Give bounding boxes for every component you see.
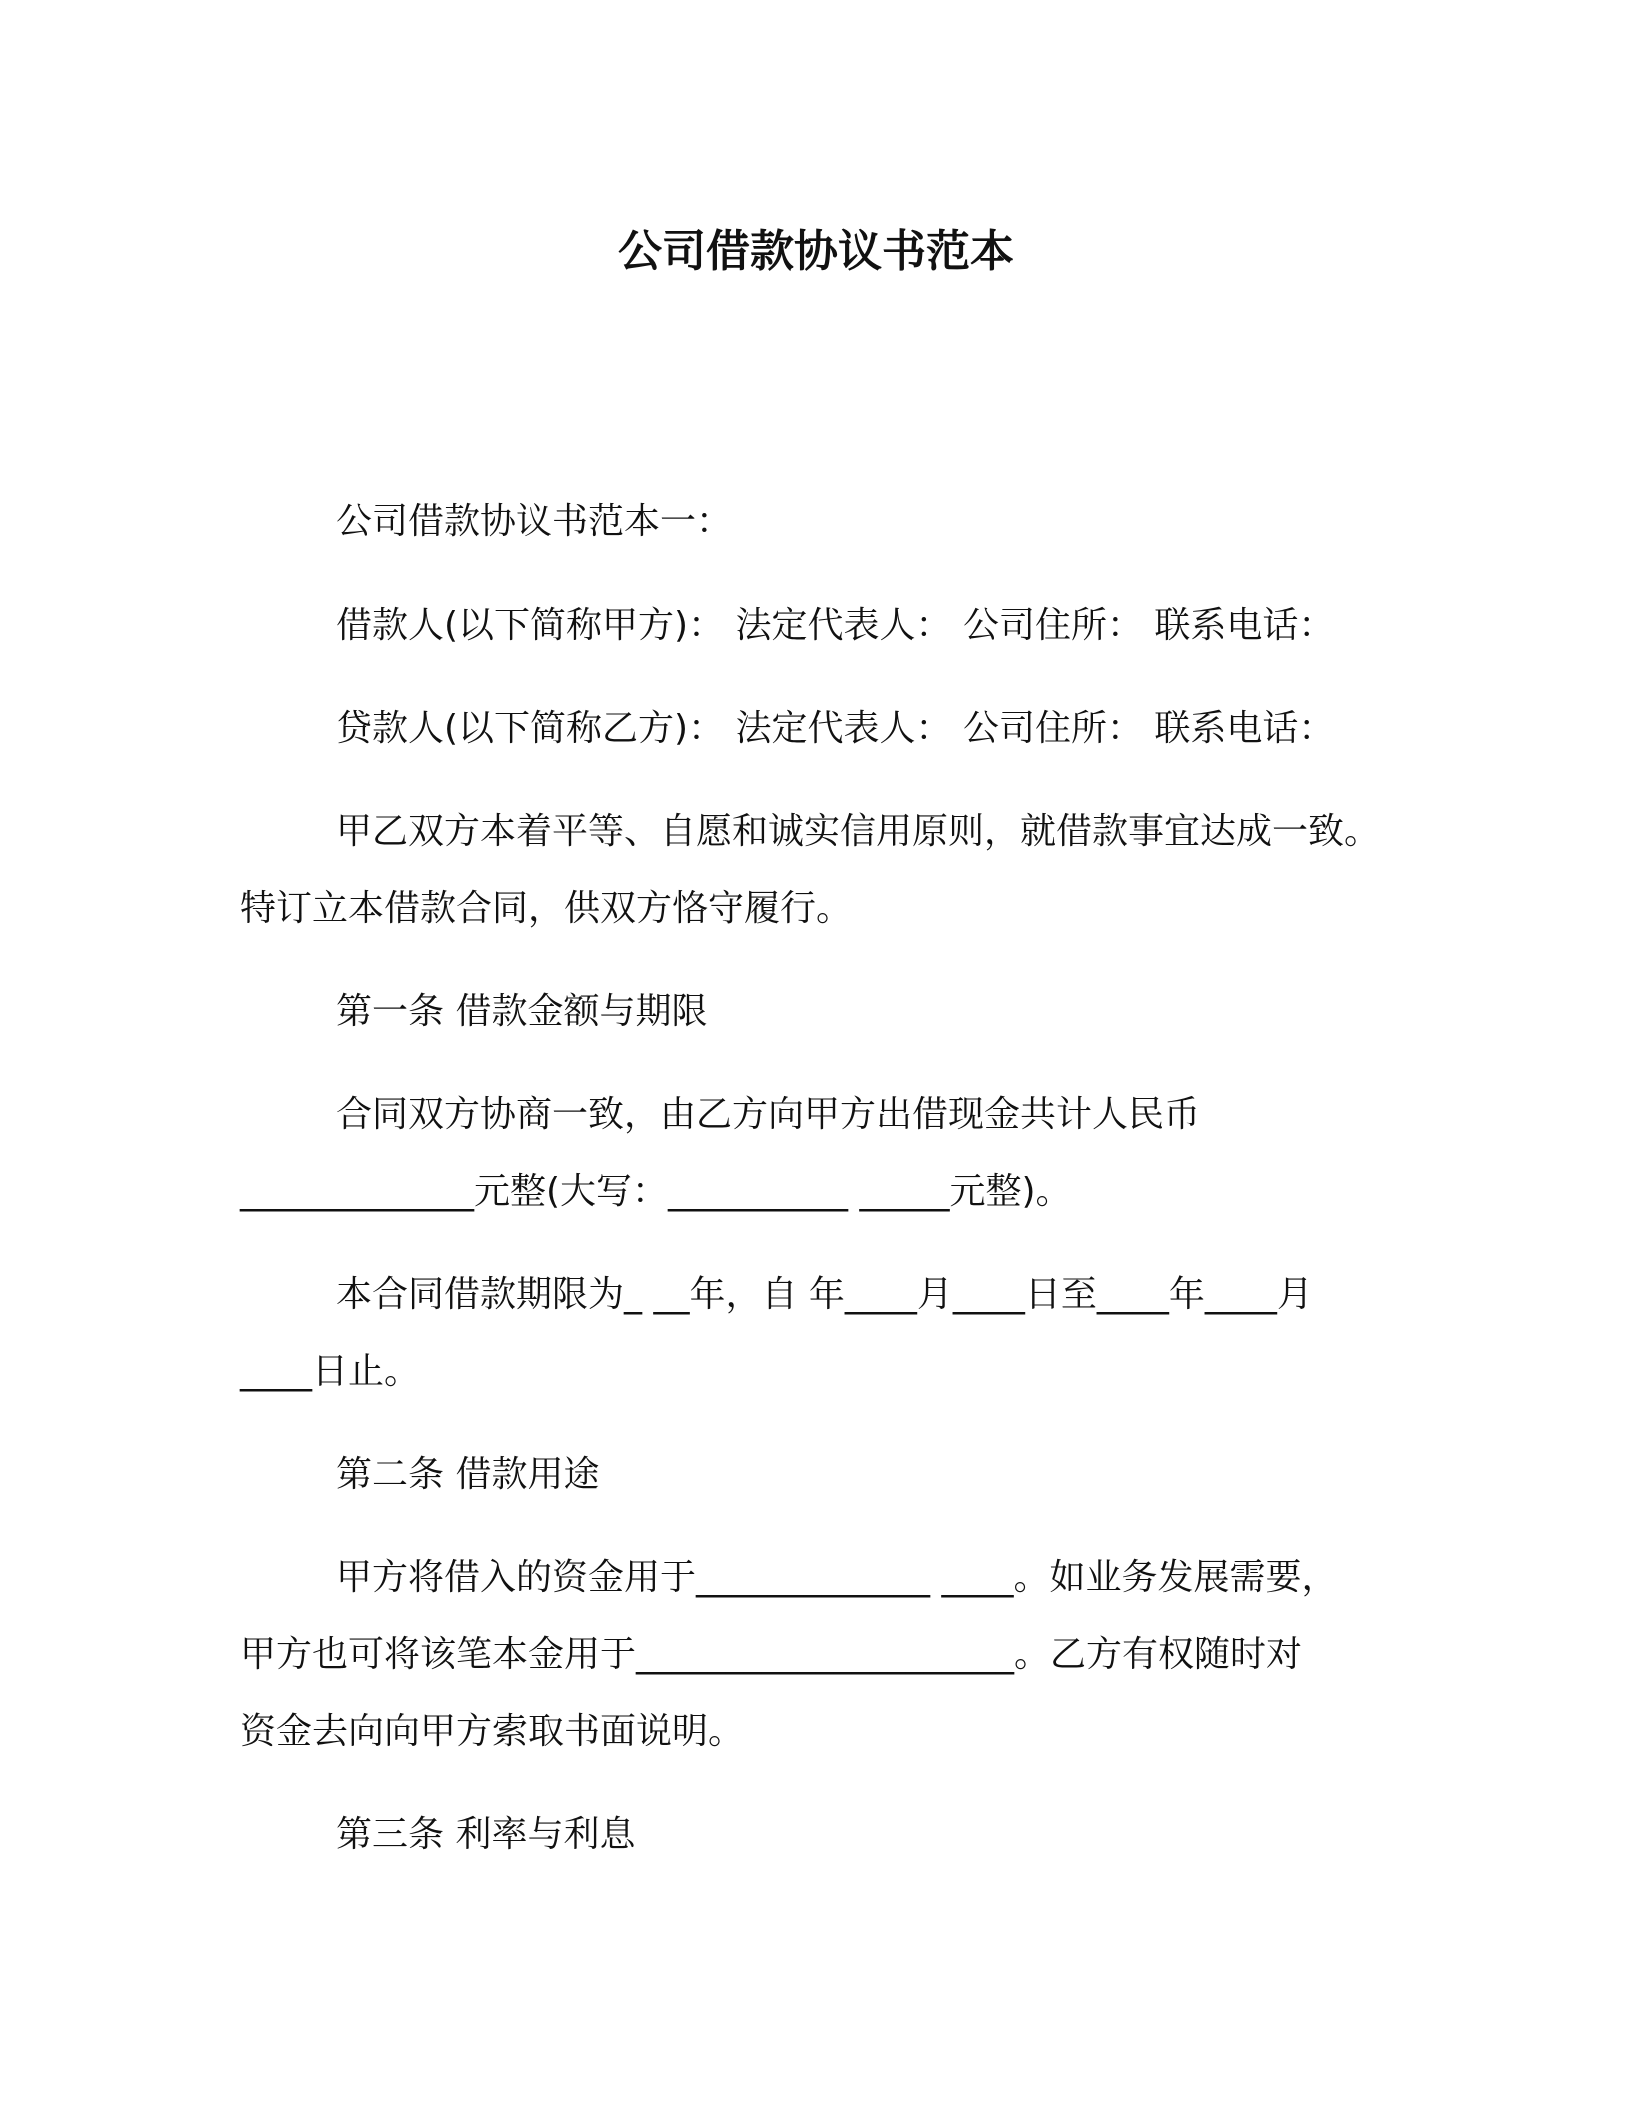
intro-heading: 公司借款协议书范本一： [336, 501, 733, 542]
borrower-line: 借款人(以下简称甲方)： 法定代表人： 公司住所： 联系电话： [336, 605, 1335, 646]
article-1-amount-line-1: 合同双方协商一致，由乙方向甲方出借现金共计人民币 [336, 1094, 1201, 1135]
article-2-use-line-1: 甲方将借入的资金用于_____________ ____。如业务发展需要， [336, 1557, 1338, 1598]
article-1-term-line-2: ____日止。 [240, 1351, 421, 1392]
article-2-heading: 第二条 借款用途 [336, 1454, 600, 1495]
document-title: 公司借款协议书范本 [618, 226, 1014, 277]
preamble-line-1: 甲乙双方本着平等、自愿和诚实信用原则，就借款事宜达成一致。 [336, 811, 1381, 852]
article-1-amount-line-2: _____________元整(大写：__________ _____元整)。 [240, 1171, 1072, 1212]
article-3-heading: 第三条 利率与利息 [336, 1814, 636, 1855]
article-2-use-line-2: 甲方也可将该笔本金用于_____________________。乙方有权随时对 [240, 1634, 1303, 1675]
article-1-term-line-1: 本合同借款期限为_ __年，自 年____月____日至____年____月 [336, 1274, 1313, 1315]
article-1-heading: 第一条 借款金额与期限 [336, 991, 708, 1032]
article-2-use-line-3: 资金去向向甲方索取书面说明。 [240, 1711, 745, 1752]
lender-line: 贷款人(以下简称乙方)： 法定代表人： 公司住所： 联系电话： [336, 708, 1335, 749]
preamble-line-2: 特订立本借款合同，供双方恪守履行。 [240, 888, 853, 929]
